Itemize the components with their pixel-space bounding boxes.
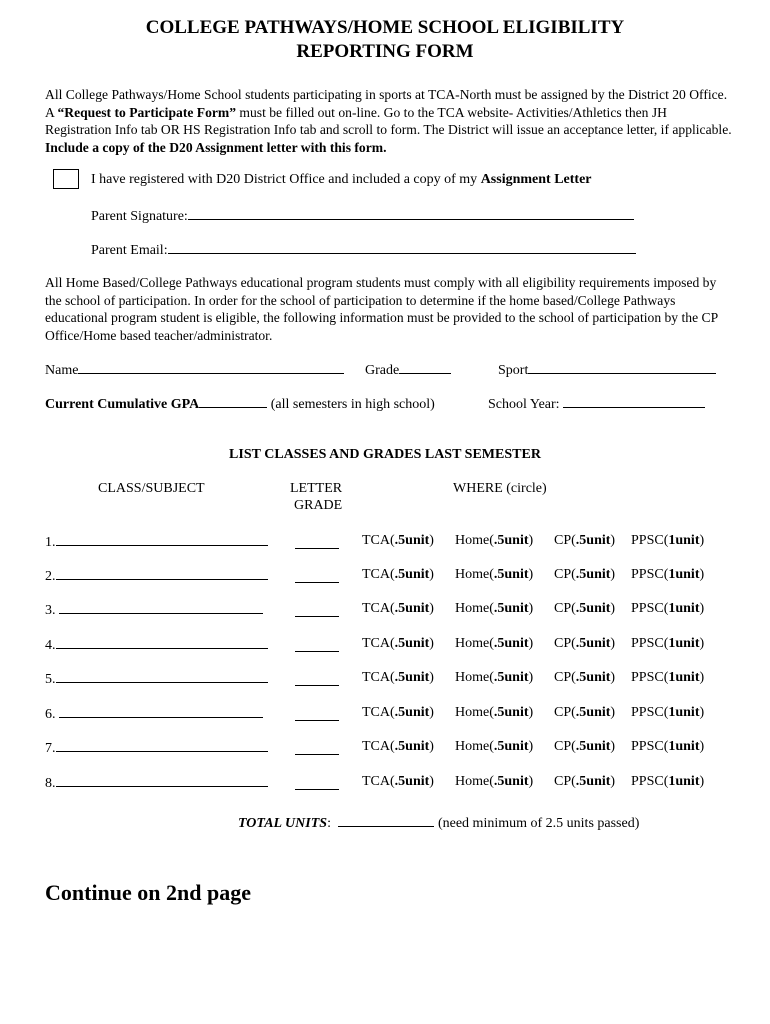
school-year-label: School Year:: [488, 397, 560, 412]
class-subject-line[interactable]: [56, 669, 268, 683]
option-units: .5unit: [493, 601, 529, 616]
option-units: .5unit: [394, 670, 430, 685]
where-option-cp[interactable]: [554, 669, 615, 687]
option-name: TCA(: [362, 567, 395, 582]
class-subject-line[interactable]: [56, 635, 268, 649]
classes-heading: LIST CLASSES AND GRADES LAST SEMESTER: [229, 447, 541, 462]
option-units: .5unit: [493, 567, 529, 582]
option-units: .5unit: [575, 774, 611, 789]
option-units: .5unit: [493, 670, 529, 685]
option-close: ): [528, 739, 534, 754]
checkbox-label: [91, 171, 592, 189]
class-subject-line[interactable]: [59, 704, 263, 718]
option-units: .5unit: [493, 705, 529, 720]
class-row-subject: [45, 600, 263, 620]
parent-email-line[interactable]: [168, 240, 636, 254]
option-name: PPSC(: [631, 601, 669, 616]
intro-paragraph: [45, 86, 735, 156]
option-name: PPSC(: [631, 533, 669, 548]
option-close: ): [528, 601, 534, 616]
where-option-cp[interactable]: [554, 773, 615, 791]
option-units: .5unit: [575, 670, 611, 685]
where-option-home[interactable]: [455, 635, 533, 653]
where-option-ppsc[interactable]: [631, 738, 704, 756]
gpa-line[interactable]: [199, 394, 267, 408]
intro-text-2: must be filled out on-line. Go to the TCA website- Activities/Athletics then JH Registration Info tab OR HS Registration Info tab and scroll to form. The District will issue an acceptance letter, if applicable.: [45, 104, 732, 137]
option-name: CP(: [554, 739, 576, 754]
row-number: 5.: [45, 672, 56, 687]
parent-signature-line[interactable]: [188, 206, 634, 220]
where-option-ppsc[interactable]: [631, 600, 704, 618]
class-row-subject: [45, 773, 268, 793]
option-close: ): [699, 601, 705, 616]
option-name: Home(: [455, 739, 494, 754]
option-close: ): [699, 567, 705, 582]
option-units: .5unit: [394, 636, 430, 651]
option-close: ): [610, 601, 616, 616]
class-row-subject: [45, 669, 268, 689]
option-name: Home(: [455, 567, 494, 582]
option-units: 1unit: [668, 774, 700, 789]
where-option-home[interactable]: [455, 532, 533, 550]
form-title-line-2: REPORTING FORM: [296, 41, 474, 62]
option-units: .5unit: [575, 533, 611, 548]
total-units-note: (need minimum of 2.5 units passed): [437, 816, 640, 831]
option-name: CP(: [554, 774, 576, 789]
where-option-tca[interactable]: [362, 669, 434, 687]
option-close: ): [699, 774, 705, 789]
intro-bold-1: “Request to Participate Form”: [57, 104, 237, 120]
option-units: 1unit: [668, 533, 700, 548]
option-name: Home(: [455, 533, 494, 548]
option-name: CP(: [554, 533, 576, 548]
option-close: ): [429, 774, 434, 789]
option-name: CP(: [554, 601, 576, 616]
option-close: ): [699, 705, 705, 720]
option-units: .5unit: [575, 601, 611, 616]
option-close: ): [429, 739, 434, 754]
row-number: 2.: [45, 569, 56, 584]
where-option-cp[interactable]: [554, 704, 615, 722]
option-close: ): [610, 636, 616, 651]
option-name: Home(: [455, 670, 494, 685]
total-units-row: [238, 813, 639, 833]
option-units: .5unit: [575, 705, 611, 720]
class-subject-line[interactable]: [56, 773, 268, 787]
option-name: Home(: [455, 774, 494, 789]
option-name: PPSC(: [631, 739, 669, 754]
where-option-home[interactable]: [455, 704, 533, 722]
parent-signature-label: Parent Signature:: [91, 209, 188, 224]
where-option-ppsc[interactable]: [631, 566, 704, 584]
parent-email-row: [91, 240, 636, 260]
option-close: ): [610, 705, 616, 720]
option-units: .5unit: [493, 739, 529, 754]
letter-grade-line[interactable]: [295, 603, 339, 617]
option-units: .5unit: [493, 533, 529, 548]
option-name: CP(: [554, 567, 576, 582]
letter-grade-line[interactable]: [295, 776, 339, 790]
where-option-home[interactable]: [455, 566, 533, 584]
option-close: ): [429, 567, 434, 582]
option-units: 1unit: [668, 705, 700, 720]
requirements-paragraph: All Home Based/College Pathways educational program students must comply with all eligibility requirements imposed by the school of participation. In order for the school of participation to determine if the home based/College Pathways educational program student is eligible, the following information must be provided to the school of participation by the CP Office/Home based teacher/administrator.: [45, 275, 718, 343]
option-close: ): [528, 533, 534, 548]
where-option-tca[interactable]: [362, 773, 434, 791]
registration-checkbox[interactable]: [53, 169, 79, 189]
option-close: ): [610, 739, 616, 754]
class-row-subject: [45, 738, 268, 758]
option-close: ): [699, 533, 705, 548]
option-close: ): [429, 636, 434, 651]
where-option-cp[interactable]: [554, 635, 615, 653]
row-number: 4.: [45, 638, 56, 653]
option-close: ): [699, 670, 705, 685]
col-class-subject: CLASS/SUBJECT: [98, 481, 205, 496]
option-units: .5unit: [394, 533, 430, 548]
option-name: PPSC(: [631, 636, 669, 651]
row-number: 8.: [45, 776, 56, 791]
where-option-home[interactable]: [455, 669, 533, 687]
option-close: ): [429, 533, 434, 548]
grade-line[interactable]: [399, 360, 451, 374]
option-name: CP(: [554, 705, 576, 720]
where-option-ppsc[interactable]: [631, 773, 704, 791]
where-option-tca[interactable]: [362, 600, 434, 618]
where-option-tca[interactable]: [362, 635, 434, 653]
letter-grade-line[interactable]: [295, 707, 339, 721]
row-number: 7.: [45, 741, 56, 756]
gpa-note: (all semesters in high school): [270, 397, 435, 412]
where-option-tca[interactable]: [362, 704, 434, 722]
intro-bold-2: Include a copy of the D20 Assignment letter with this form.: [45, 139, 387, 155]
sport-row: [498, 360, 716, 380]
school-year-row: [488, 394, 705, 414]
option-name: PPSC(: [631, 705, 669, 720]
where-option-cp[interactable]: [554, 738, 615, 756]
class-row-subject: [45, 704, 263, 724]
letter-grade-line[interactable]: [295, 638, 339, 652]
option-name: CP(: [554, 636, 576, 651]
where-option-cp[interactable]: [554, 532, 615, 550]
where-option-cp[interactable]: [554, 566, 615, 584]
option-name: TCA(: [362, 601, 395, 616]
where-option-home[interactable]: [455, 773, 533, 791]
option-name: TCA(: [362, 670, 395, 685]
class-row-subject: [45, 532, 268, 552]
total-units-label: TOTAL UNITS: [238, 816, 328, 831]
class-subject-line[interactable]: [59, 600, 263, 614]
where-option-home[interactable]: [455, 738, 533, 756]
sport-label: Sport: [498, 363, 529, 378]
option-close: ): [610, 533, 616, 548]
option-units: .5unit: [575, 567, 611, 582]
option-units: .5unit: [394, 601, 430, 616]
option-name: PPSC(: [631, 567, 669, 582]
letter-grade-line[interactable]: [295, 741, 339, 755]
option-name: TCA(: [362, 636, 395, 651]
letter-grade-line[interactable]: [295, 672, 339, 686]
class-row-subject: [45, 566, 268, 586]
option-close: ): [528, 774, 534, 789]
option-close: ): [429, 670, 434, 685]
form-title-line-1: COLLEGE PATHWAYS/HOME SCHOOL ELIGIBILITY: [145, 17, 625, 38]
name-row: [45, 360, 344, 380]
option-close: ): [429, 705, 434, 720]
letter-grade-line[interactable]: [295, 569, 339, 583]
option-units: 1unit: [668, 739, 700, 754]
total-units-line[interactable]: [338, 813, 434, 827]
where-option-tca[interactable]: [362, 532, 434, 550]
option-close: ): [610, 774, 616, 789]
option-close: ): [429, 601, 434, 616]
class-subject-line[interactable]: [56, 532, 268, 546]
where-option-ppsc[interactable]: [631, 669, 704, 687]
sport-line[interactable]: [528, 360, 716, 374]
option-units: .5unit: [575, 739, 611, 754]
option-units: 1unit: [668, 567, 700, 582]
col-grade: GRADE: [294, 498, 343, 513]
where-option-ppsc[interactable]: [631, 704, 704, 722]
option-close: ): [610, 670, 616, 685]
where-option-ppsc[interactable]: [631, 635, 704, 653]
checkbox-text: I have registered with D20 District Office and included a copy of my: [91, 172, 481, 187]
grade-row: [365, 360, 451, 380]
option-name: CP(: [554, 670, 576, 685]
option-units: .5unit: [575, 636, 611, 651]
option-units: .5unit: [394, 739, 430, 754]
class-subject-line[interactable]: [56, 566, 268, 580]
option-name: Home(: [455, 705, 494, 720]
col-letter: LETTER: [290, 481, 343, 496]
where-option-cp[interactable]: [554, 600, 615, 618]
class-row-subject: [45, 635, 268, 655]
letter-grade-line[interactable]: [295, 535, 339, 549]
class-subject-line[interactable]: [56, 738, 268, 752]
option-units: .5unit: [394, 567, 430, 582]
parent-signature-row: [91, 206, 634, 226]
option-name: PPSC(: [631, 774, 669, 789]
option-name: TCA(: [362, 739, 395, 754]
parent-email-label: Parent Email:: [91, 243, 168, 258]
where-option-home[interactable]: [455, 600, 533, 618]
name-label: Name: [45, 363, 79, 378]
option-name: TCA(: [362, 774, 395, 789]
option-close: ): [528, 670, 534, 685]
option-units: .5unit: [493, 774, 529, 789]
option-close: ): [528, 567, 534, 582]
option-close: ): [610, 567, 616, 582]
option-close: ): [699, 636, 705, 651]
row-number: 1.: [45, 535, 56, 550]
option-name: PPSC(: [631, 670, 669, 685]
where-option-ppsc[interactable]: [631, 532, 704, 550]
gpa-label: Current Cumulative GPA: [45, 397, 200, 412]
option-close: ): [699, 739, 705, 754]
name-line[interactable]: [78, 360, 344, 374]
intro-text-1: All College Pathways/Home School students participating in sports at TCA-North must be assigned by the District 20 Office. A: [45, 87, 728, 120]
option-name: Home(: [455, 636, 494, 651]
col-where: WHERE (circle): [453, 481, 547, 496]
option-units: .5unit: [394, 774, 430, 789]
gpa-row: [45, 394, 435, 414]
grade-label: Grade: [365, 363, 400, 378]
row-number: 6.: [45, 707, 59, 722]
where-option-tca[interactable]: [362, 738, 434, 756]
option-units: 1unit: [668, 636, 700, 651]
option-close: ): [528, 705, 534, 720]
school-year-line[interactable]: [563, 394, 705, 408]
where-option-tca[interactable]: [362, 566, 434, 584]
option-units: 1unit: [668, 670, 700, 685]
option-units: 1unit: [668, 601, 700, 616]
continue-note: Continue on 2nd page: [45, 880, 252, 905]
total-units-colon: :: [327, 816, 331, 831]
option-name: TCA(: [362, 705, 395, 720]
row-number: 3.: [45, 603, 59, 618]
option-units: .5unit: [394, 705, 430, 720]
option-name: Home(: [455, 601, 494, 616]
option-units: .5unit: [493, 636, 529, 651]
option-name: TCA(: [362, 533, 395, 548]
option-close: ): [528, 636, 534, 651]
checkbox-bold: Assignment Letter: [480, 172, 592, 187]
